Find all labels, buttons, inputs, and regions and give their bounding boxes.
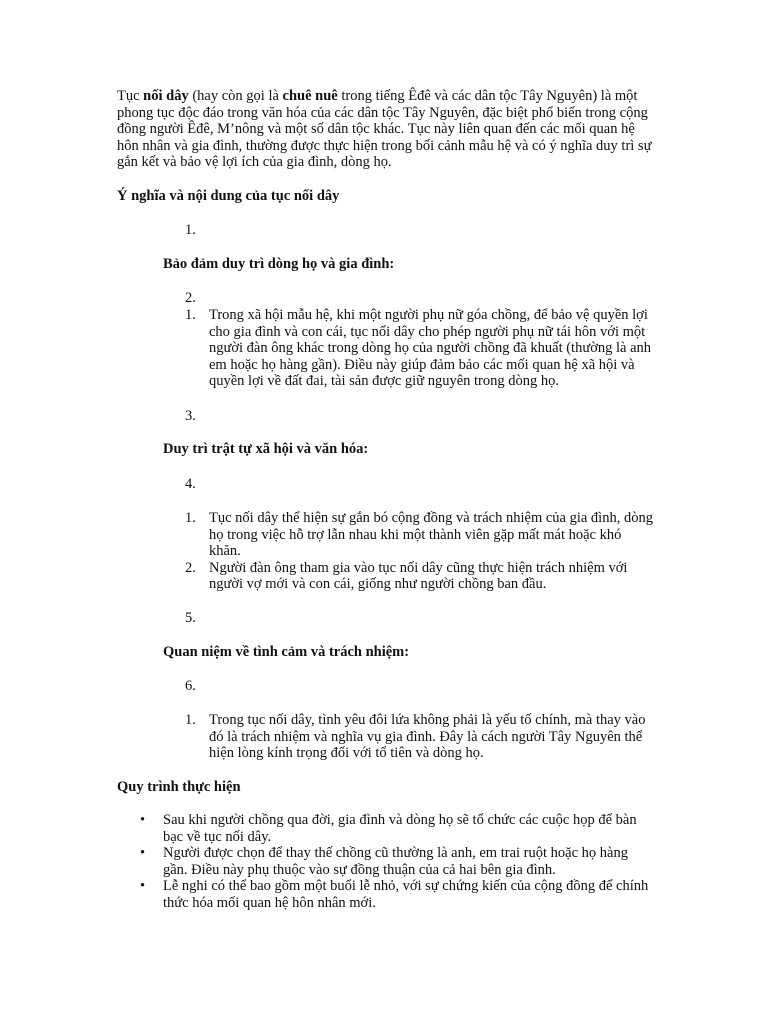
emotion-list	[185, 712, 655, 762]
intro-bold-term-2: chuê nuê	[282, 88, 338, 104]
list-item	[185, 307, 655, 390]
subheading-social-order: Duy trì trật tự xã hội và văn hóa:	[163, 441, 369, 457]
subheading-lineage: Bảo đảm duy trì dòng họ và gia đình:	[163, 256, 395, 272]
section-heading-meaning: Ý nghĩa và nội dung của tục nối dây	[117, 188, 340, 204]
list-item-text: Tục nối dây thể hiện sự gắn bó cộng đồng và trách nhiệm của gia đình, dòng họ trong việc hỗ trợ lẫn nhau khi một thành viên gặp mất mát hoặc khó khăn.	[209, 510, 653, 559]
list-item	[185, 560, 655, 593]
intro-paragraph	[117, 88, 657, 171]
intro-text-3: trong tiếng Êđê và các dân tộc Tây Nguyên) là một phong tục độc đáo trong văn hóa của các dân tộc Tây Nguyên, đặc biệt phổ biến trong cộng đồng người Êđê, M’nông và một số dân tộc khác. Tục này liên quan đến các mối quan hệ hôn nhân và gia đình, thường được thực hiện trong bối cảnh mẫu hệ và có ý nghĩa duy trì sự gắn kết và bảo vệ lợi ích của gia đình, dòng họ.	[117, 88, 652, 170]
list-item-text: Trong tục nối dây, tình yêu đôi lứa không phải là yếu tố chính, mà thay vào đó là trách nhiệm và nghĩa vụ gia đình. Đây là cách người Tây Nguyên thể hiện lòng kính trọng đối với tổ tiên và dòng họ.	[209, 712, 646, 761]
list-item-marker: 1.	[185, 712, 196, 728]
intro-bold-term-1: nối dây	[143, 88, 189, 104]
list-item-text: Người đàn ông tham gia vào tục nối dây cũng thực hiện trách nhiệm với người vợ mới và con cái, giống như người chồng ban đầu.	[209, 559, 628, 592]
list-item-marker: 2.	[185, 559, 196, 576]
empty-list-number-4: 4.	[185, 476, 196, 492]
bullet-icon: •	[140, 878, 146, 894]
empty-list-number-2: 2.	[185, 290, 196, 306]
list-item	[185, 510, 655, 560]
empty-list-number-3: 3.	[185, 408, 196, 424]
empty-list-number-5: 5.	[185, 610, 196, 626]
lineage-list	[185, 307, 655, 390]
list-item-text: Sau khi người chồng qua đời, gia đình và dòng họ sẽ tổ chức các cuộc họp để bàn bạc về tục nối dây.	[163, 812, 637, 845]
bullet-icon: •	[140, 845, 146, 861]
list-item-text: Người được chọn để thay thế chồng cũ thường là anh, em trai ruột hoặc họ hàng gần. Điều này phụ thuộc vào sự đồng thuận của cả hai bên gia đình.	[163, 845, 628, 878]
list-item	[185, 712, 655, 762]
list-item-marker: 1.	[185, 307, 196, 323]
empty-list-number-1: 1.	[185, 222, 196, 238]
list-item	[140, 812, 655, 845]
subheading-emotion-responsibility: Quan niệm về tình cảm và trách nhiệm:	[163, 644, 410, 660]
list-item	[140, 845, 655, 878]
list-item	[140, 878, 655, 911]
section-heading-procedure: Quy trình thực hiện	[117, 779, 241, 795]
intro-text-2: (hay còn gọi là	[188, 88, 283, 104]
list-item-marker: 1.	[185, 510, 196, 526]
empty-list-number-6: 6.	[185, 678, 196, 694]
list-item-text: Trong xã hội mẫu hệ, khi một người phụ nữ góa chồng, để bảo vệ quyền lợi cho gia đình và con cái, tục nối dây cho phép người phụ nữ tái hôn với một người đàn ông khác trong dòng họ của người chồng đã khuất (thường là anh em hoặc họ hàng gần). Điều này giúp đảm bảo các mối quan hệ xã hội và quyền lợi về đất đai, tài sản được giữ nguyên trong dòng họ.	[209, 307, 652, 389]
bullet-icon: •	[140, 812, 146, 828]
social-order-list	[185, 510, 655, 593]
list-item-text: Lễ nghi có thể bao gồm một buổi lễ nhỏ, với sự chứng kiến của cộng đồng để chính thức hóa mối quan hệ hôn nhân mới.	[163, 878, 649, 911]
intro-text-1: Tục	[117, 88, 144, 104]
procedure-bullet-list	[140, 812, 655, 911]
